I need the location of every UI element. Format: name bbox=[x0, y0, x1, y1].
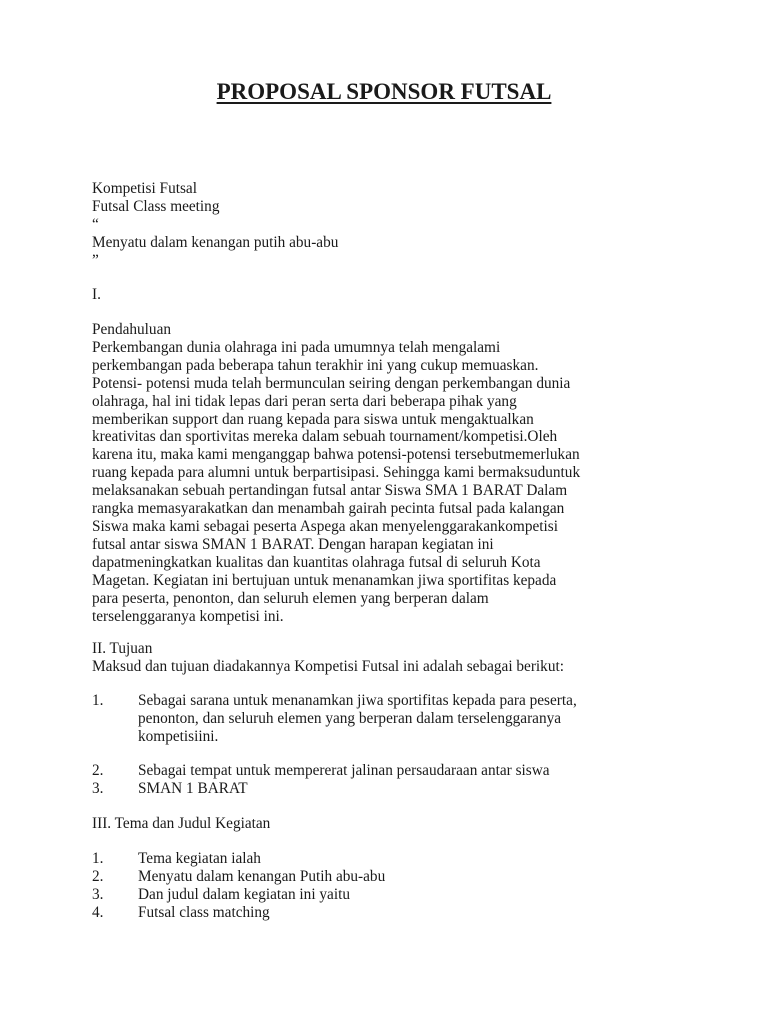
paragraph-line: rangka memasyarakatkan dan menambah gairah pecinta futsal pada kalangan bbox=[92, 500, 565, 518]
paragraph-line: futsal antar siswa SMAN 1 BARAT. Dengan harapan kegiatan ini bbox=[92, 535, 494, 553]
paragraph-line: Magetan. Kegiatan ini bertujuan untuk menanamkan jiwa sportifitas kepada bbox=[92, 571, 557, 589]
list-number: 1. bbox=[92, 850, 104, 867]
paragraph-line: memberikan support dan ruang kepada para siswa untuk mengaktualkan bbox=[92, 410, 534, 428]
open-quote: “ bbox=[92, 215, 99, 233]
paragraph-line: melaksanakan sebuah pertandingan futsal antar Siswa SMA 1 BARAT Dalam bbox=[92, 482, 568, 500]
section-3-header bbox=[92, 815, 692, 833]
paragraph-line: karena itu, maka kami menganggap bahwa potensi-potensi tersebutmemerlukan bbox=[92, 446, 580, 464]
paragraph-line: terselenggaranya kompetisi ini. bbox=[92, 607, 284, 625]
section-1-heading: Pendahuluan bbox=[92, 321, 172, 338]
list-number: 3. bbox=[92, 885, 104, 903]
list-number: 1. bbox=[92, 692, 104, 709]
list-item bbox=[92, 886, 712, 904]
paragraph-line: Potensi- potensi muda telah bermunculan seiring dengan perkembangan dunia bbox=[92, 374, 571, 392]
list-item-line: kompetisiini. bbox=[138, 727, 219, 745]
list-number: 2. bbox=[92, 867, 104, 885]
list-item-text: SMAN 1 BARAT bbox=[138, 779, 248, 797]
section-2-list-b bbox=[92, 762, 712, 798]
paragraph-line: kreativitas dan sportivitas mereka dalam sebuah tournament/kompetisi.Oleh bbox=[92, 428, 558, 446]
paragraph-line: para peserta, penonton, dan seluruh elemen yang berperan dalam bbox=[92, 589, 489, 607]
section-3-list bbox=[92, 850, 712, 922]
list-item bbox=[92, 904, 712, 922]
document-title: PROPOSAL SPONSOR FUTSAL bbox=[216, 79, 552, 104]
section-1-number bbox=[92, 286, 692, 304]
paragraph-line: dapatmeningkatkan kualitas dan kuantitas olahraga futsal di seluruh Kota bbox=[92, 553, 541, 571]
list-item-text: Menyatu dalam kenangan Putih abu-abu bbox=[138, 867, 386, 885]
header-block bbox=[92, 180, 692, 270]
paragraph-line: perkembangan pada beberapa tahun terakhir ini yang cukup memuaskan. bbox=[92, 356, 539, 374]
section-1-number-text: I. bbox=[92, 286, 101, 303]
list-number: 2. bbox=[92, 762, 104, 779]
list-item bbox=[92, 850, 712, 868]
section-2-intro: Maksud dan tujuan diadakannya Kompetisi Futsal ini adalah sebagai berikut: bbox=[92, 657, 564, 675]
list-item-line: Sebagai sarana untuk menanamkan jiwa sportifitas kepada para peserta, bbox=[138, 692, 577, 709]
section-2-list-a bbox=[92, 692, 712, 746]
list-item bbox=[92, 868, 712, 886]
list-item bbox=[92, 692, 712, 746]
section-2-header bbox=[92, 640, 692, 676]
list-number: 4. bbox=[92, 903, 104, 921]
tagline: Menyatu dalam kenangan putih abu-abu bbox=[92, 233, 339, 251]
paragraph-line: olahraga, hal ini tidak lepas dari peran serta dari beberapa pihak yang bbox=[92, 392, 517, 410]
paragraph-line: ruang kepada para alumni untuk berpartisipasi. Sehingga kami bermaksuduntuk bbox=[92, 464, 581, 482]
list-item-text: Tema kegiatan ialah bbox=[138, 850, 261, 867]
list-item-line: penonton, dan seluruh elemen yang berperan dalam terselenggaranya bbox=[138, 709, 562, 727]
list-item bbox=[92, 762, 712, 780]
list-number: 3. bbox=[92, 779, 104, 797]
paragraph-line: Perkembangan dunia olahraga ini pada umumnya telah mengalami bbox=[92, 338, 501, 356]
header-line-2: Futsal Class meeting bbox=[92, 197, 220, 215]
list-item bbox=[92, 780, 712, 798]
list-item-text: Sebagai tempat untuk mempererat jalinan persaudaraan antar siswa bbox=[138, 762, 550, 779]
close-quote: ” bbox=[92, 251, 99, 269]
list-item-text: Dan judul dalam kegiatan ini yaitu bbox=[138, 885, 350, 903]
section-2-heading: II. Tujuan bbox=[92, 640, 153, 657]
section-1-body bbox=[92, 321, 692, 625]
paragraph-line: Siswa maka kami sebagai peserta Aspega akan menyelenggarakankompetisi bbox=[92, 517, 558, 535]
list-item-text: Futsal class matching bbox=[138, 903, 270, 921]
header-line-1: Kompetisi Futsal bbox=[92, 180, 197, 197]
section-3-heading: III. Tema dan Judul Kegiatan bbox=[92, 815, 271, 832]
